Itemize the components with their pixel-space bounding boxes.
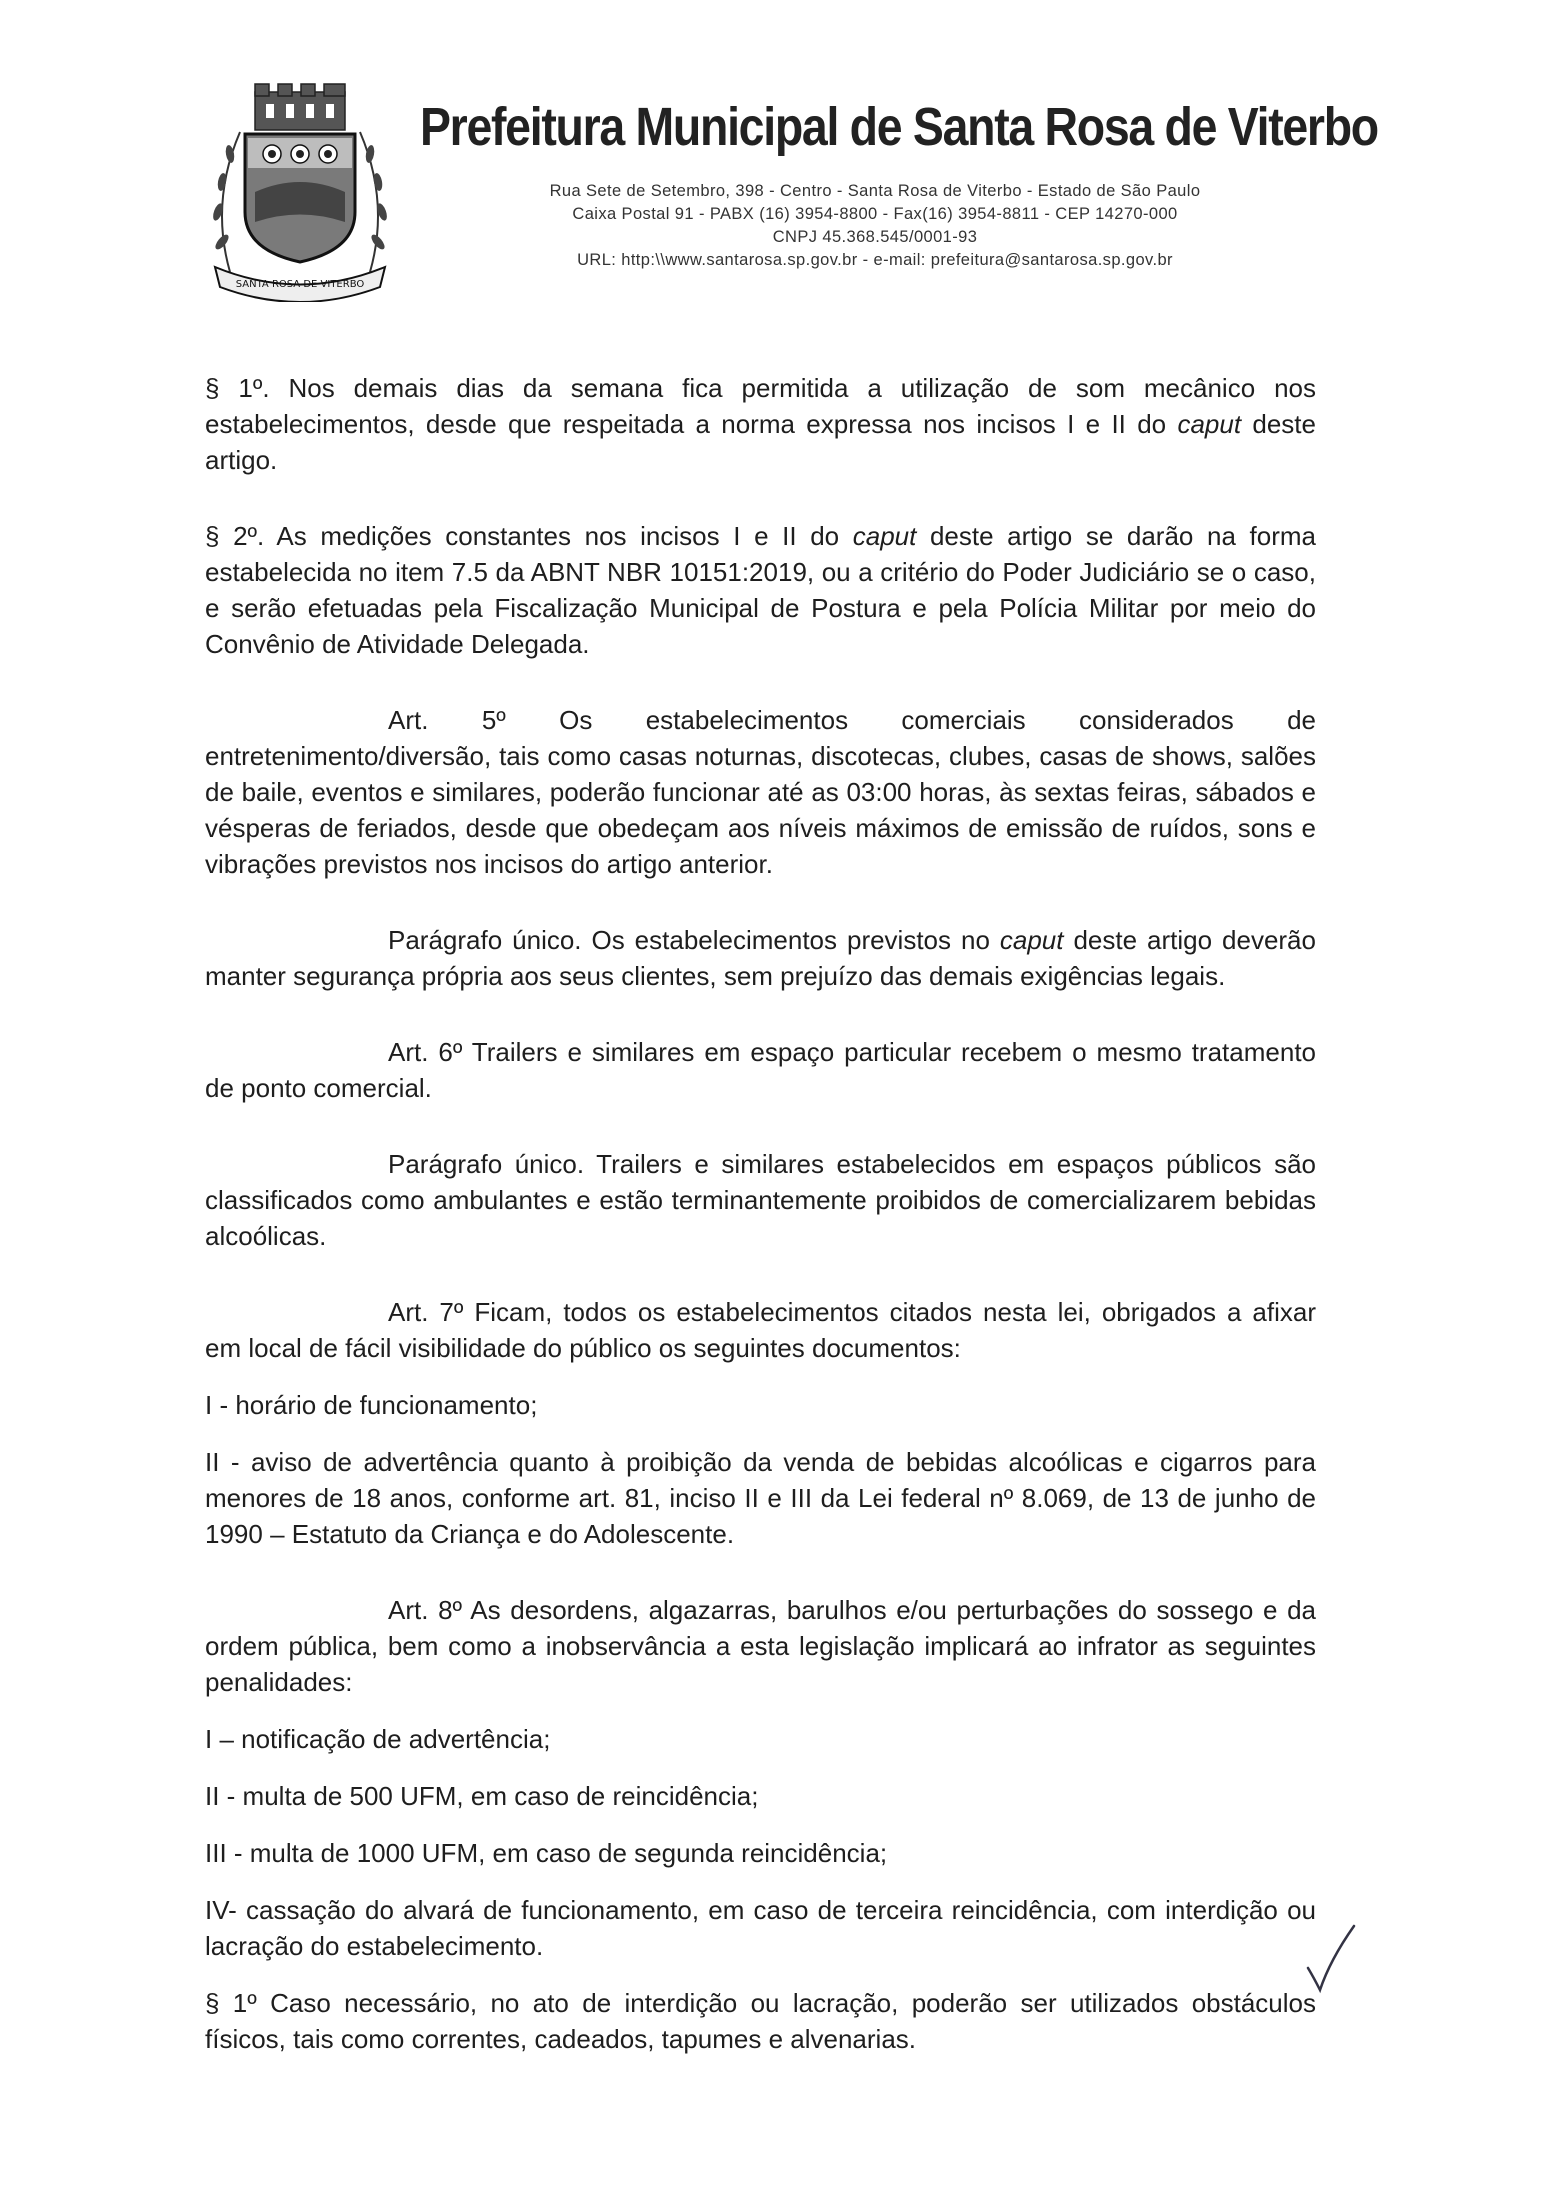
- article-7: Art. 7º Ficam, todos os estabelecimentos citados nesta lei, obrigados a afixar em local de fácil visibilidade do público os seguintes documentos:: [205, 1297, 1316, 1363]
- article-7-item-ii: II - aviso de advertência quanto à proibição da venda de bebidas alcoólicas e cigarros para menores de 18 anos, conforme art. 81, inciso II e III da Lei federal nº 8.069, de 13 de junho de 1990 – Estatuto da Criança e do Adolescente.: [205, 1447, 1316, 1549]
- paragraph-2: § 2º. As medições constantes nos incisos I e II do caput deste artigo se darão na forma estabelecida no item 7.5 da ABNT NBR 10151:2019, ou a critério do Poder Judiciário se o caso, e serão efetuadas pela Fiscalização Municipal de Postura e pela Polícia Militar por meio do Convênio de Atividade Delegada.: [205, 521, 1316, 659]
- letterhead-cnpj: CNPJ 45.368.545/0001-93: [772, 228, 978, 246]
- letterhead-address: Rua Sete de Setembro, 398 - Centro - Santa Rosa de Viterbo - Estado de São Paulo: [549, 182, 1201, 200]
- letterhead-phones: Caixa Postal 91 - PABX (16) 3954-8800 - Fax(16) 3954-8811 - CEP 14270-000: [572, 205, 1178, 223]
- svg-text:SANTA ROSA DE VITERBO: SANTA ROSA DE VITERBO: [235, 279, 365, 290]
- document-body: [205, 370, 1316, 2057]
- article-8-item-i: I – notificação de advertência;: [205, 1724, 551, 1754]
- article-8-item-iii: III - multa de 1000 UFM, em caso de segunda reincidência;: [205, 1838, 888, 1868]
- article-8-item-iv: IV- cassação do alvará de funcionamento, em caso de terceira reincidência, com interdição ou lacração do estabelecimento.: [205, 1895, 1316, 1961]
- municipal-crest-logo: [200, 82, 400, 302]
- article-6-sole-paragraph: Parágrafo único. Trailers e similares estabelecidos em espaços públicos são classificados como ambulantes e estão terminantemente proibidos de comercializarem bebidas alcoólicas.: [205, 1149, 1316, 1251]
- letterhead-title: Prefeitura Municipal de Santa Rosa de Viterbo: [420, 97, 1378, 157]
- article-5: Art. 5º Os estabelecimentos comerciais considerados de entretenimento/diversão, tais como casas noturnas, discotecas, clubes, casas de shows, salões de baile, eventos e similares, poderão funcionar até as 03:00 horas, às sextas feiras, sábados e vésperas de feriados, desde que obedeçam aos níveis máximos de emissão de ruídos, sons e vibrações previstos nos incisos do artigo anterior.: [205, 705, 1316, 879]
- article-8: Art. 8º As desordens, algazarras, barulhos e/ou perturbações do sossego e da ordem pública, bem como a inobservância a esta legislação implicará ao infrator as seguintes penalidades:: [205, 1595, 1316, 1697]
- article-8-paragraph-1: § 1º Caso necessário, no ato de interdição ou lacração, poderão ser utilizados obstáculos físicos, tais como correntes, cadeados, tapumes e alvenarias.: [205, 1988, 1316, 2054]
- letterhead-info: [500, 180, 1250, 272]
- rubric-checkmark: [1300, 1920, 1360, 2000]
- article-8-item-ii: II - multa de 500 UFM, em caso de reincidência;: [205, 1781, 759, 1811]
- article-7-item-i: I - horário de funcionamento;: [205, 1390, 538, 1420]
- paragraph-1: § 1º. Nos demais dias da semana fica permitida a utilização de som mecânico nos estabelecimentos, desde que respeitada a norma expressa nos incisos I e II do caput deste artigo.: [205, 373, 1316, 475]
- article-6: Art. 6º Trailers e similares em espaço particular recebem o mesmo tratamento de ponto comercial.: [205, 1037, 1316, 1103]
- letterhead-contact: URL: http:\\www.santarosa.sp.gov.br - e-mail: prefeitura@santarosa.sp.gov.br: [577, 251, 1173, 269]
- article-5-sole-paragraph: Parágrafo único. Os estabelecimentos previstos no caput deste artigo deverão manter segurança própria aos seus clientes, sem prejuízo das demais exigências legais.: [205, 925, 1316, 991]
